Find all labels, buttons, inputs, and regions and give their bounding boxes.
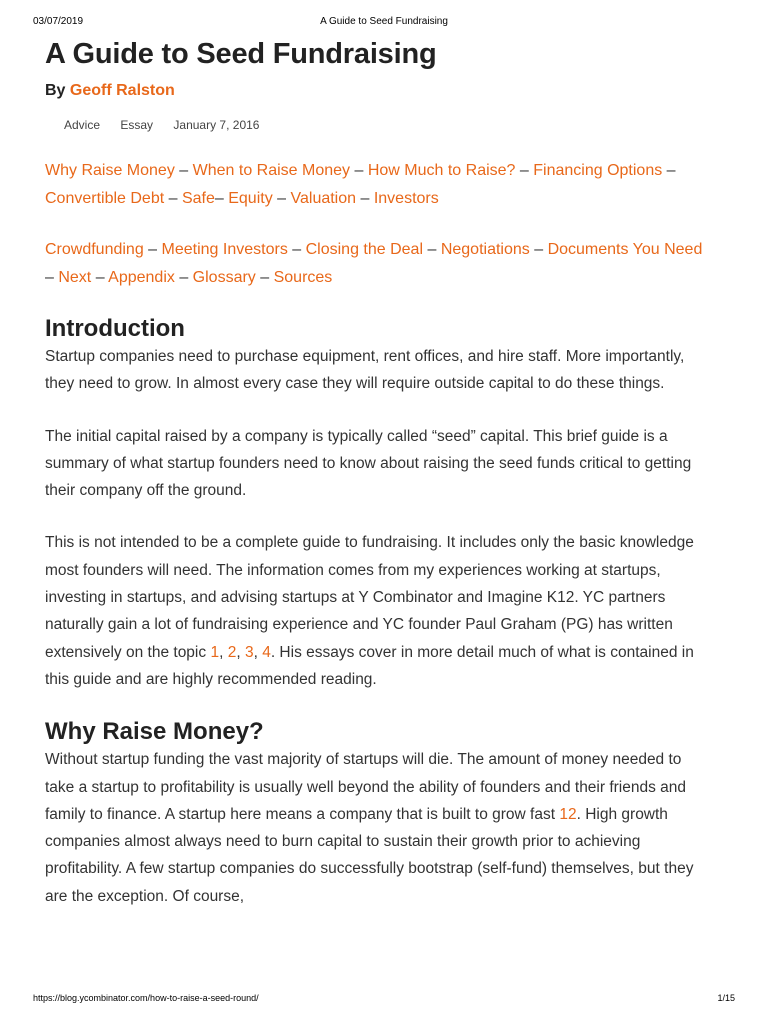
toc-separator: – [356,189,374,207]
tag-advice[interactable]: Advice [64,118,101,132]
why-paragraph-1-text: Without startup funding the vast majority of startups will die. The amount of money needed to take a startup to profitability is usually well beyond the ability of founders and their friends and family to finance. A startup here means a company that is built to grow fast [45,751,687,823]
reference-link-12[interactable]: 12 [559,805,577,823]
toc-link-convertible-debt[interactable]: Convertible Debt [45,189,165,207]
why-raise-money-heading: Why Raise Money? [45,718,264,746]
toc-separator: – [272,189,291,207]
print-header [33,16,735,30]
toc-separator: – [214,189,229,207]
toc-separator: – [423,241,441,258]
toc-link-closing-the-deal[interactable]: Closing the Deal [305,241,424,258]
intro-paragraph-1: Startup companies need to purchase equipment, rent offices, and hire staff. More importantly, they need to grow. In almost every case they will require outside capital to do these things. [45,348,685,393]
article-meta [64,118,715,132]
toc-link-valuation[interactable]: Valuation [290,189,357,207]
toc-link-glossary[interactable]: Glossary [192,268,256,286]
toc-link-crowdfunding[interactable]: Crowdfunding [45,241,144,258]
toc-link-next[interactable]: Next [58,268,92,286]
table-of-contents [45,157,715,291]
toc-link-equity[interactable]: Equity [228,189,273,207]
toc-line-2 [45,236,715,291]
toc-separator: – [174,162,193,179]
by-label: By [45,82,66,99]
toc-link-why-raise-money[interactable]: Why Raise Money [45,162,175,179]
print-footer [33,993,735,1007]
toc-separator: – [287,241,306,258]
why-paragraph-1-text-end: . High growth companies almost always need to burn capital to sustain their growth prior to achieving profitability. A few startup companies do successfully bootstrap (self-fund) themselves, but they are the exception. Of course, [45,805,694,905]
author-link[interactable]: Geoff Ralston [69,82,175,99]
toc-separator: – [174,268,193,286]
intro-paragraph-2: The initial capital raised by a company is typically called “seed” capital. This brief guide is a summary of what startup founders need to know about raising the seed funds critical to getting their company off the ground. [45,427,692,500]
intro-paragraph-3: This is not intended to be a complete guide to fundraising. It includes only the basic knowledge most founders will need. The information comes from my experiences working at startups, investing in startups, and advising startups at Y Combinator and Imagine K12. YC partners naturally gain a lot of fundraising experience and YC founder Paul Graham (PG) has written extensively on the topic 1, 2, 3, 4. His essays cover in more detail much of what is contained in this guide and are highly recommended reading. [45,534,694,688]
page-number: 1/15 [717,993,735,1003]
introduction-section [45,343,715,693]
reference-link-4[interactable]: 4 [262,643,271,661]
toc-separator: – [255,268,274,286]
why-paragraph-1 [45,746,715,910]
introduction-heading: Introduction [45,315,185,342]
byline [45,81,715,101]
toc-link-negotiations[interactable]: Negotiations [440,241,530,258]
toc-separator: – [91,268,109,286]
reference-link-2[interactable]: 2 [227,643,237,661]
reference-link-1[interactable]: 1 [210,643,220,661]
toc-link-when-to-raise[interactable]: When to Raise Money [192,162,351,179]
toc-link-safe[interactable]: Safe [181,189,215,207]
toc-separator: – [529,241,548,258]
why-raise-money-section [45,746,715,910]
article [45,36,715,986]
toc-link-sources[interactable]: Sources [273,268,333,286]
toc-separator: – [662,162,676,179]
print-document-title: A Guide to Seed Fundraising [320,16,448,27]
publish-date: January 7, 2016 [173,118,260,132]
toc-link-investors[interactable]: Investors [373,189,439,207]
tag-essay[interactable]: Essay [120,118,154,132]
print-url: https://blog.ycombinator.com/how-to-raise-a-seed-round/ [33,993,259,1003]
intro-paragraph-3-text-end: . His essays cover in more detail much of what is contained in this guide and are highly recommended reading. [45,643,694,688]
article-title: A Guide to Seed Fundraising [45,38,437,70]
toc-link-financing-options[interactable]: Financing Options [533,162,663,179]
toc-link-appendix[interactable]: Appendix [108,268,175,286]
toc-separator: – [164,189,182,207]
intro-paragraph-3-text: This is not intended to be a complete guide to fundraising. It includes only the basic knowledge most founders will need. The information comes from my experiences working at startups, investing in startups, and advising startups at Y Combinator and Imagine K12. YC partners naturally gain a lot of fundraising experience and YC founder Paul Graham (PG) has written extensively on the topic [45,534,694,661]
toc-separator: – [45,268,59,286]
toc-line-1 [45,157,715,212]
toc-link-how-much[interactable]: How Much to Raise? [367,162,516,179]
print-date: 03/07/2019 [33,16,84,27]
toc-separator: – [143,241,162,258]
toc-separator: – [515,162,534,179]
toc-link-meeting-investors[interactable]: Meeting Investors [161,241,288,258]
toc-link-documents[interactable]: Documents You Need [547,241,703,258]
reference-link-3[interactable]: 3 [244,643,254,661]
toc-separator: – [350,162,368,179]
